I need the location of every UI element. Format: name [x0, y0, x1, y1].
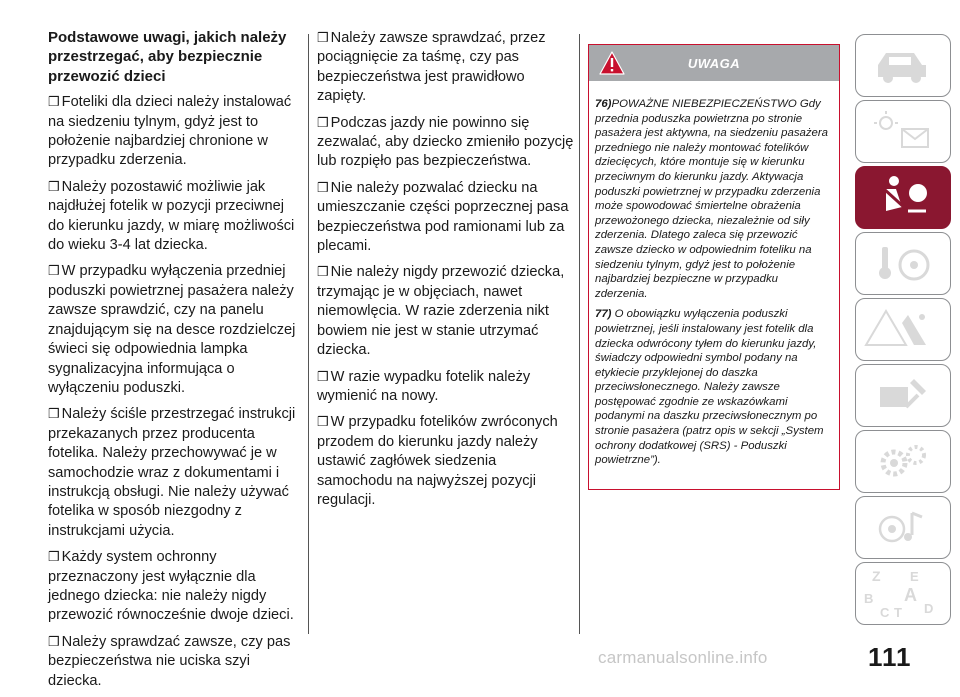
- index-letter: A: [904, 585, 917, 605]
- checkbox-bullet-icon: ❒: [317, 30, 329, 45]
- list-item: ❒ Nie należy nigdy przewozić dziecka, trzymając je w objęciach, nawet niemowlęcia. W razie zderzenia nikt bowiem nie jest w stanie utrzymać dziecka.: [317, 264, 565, 359]
- list-item: ❒ Każdy system ochronny przeznaczony jest wyłącznie dla jednego dziecka: nie należy nigdy przewozić równocześnie dwoje dzieci.: [48, 549, 294, 624]
- warning-body: [589, 81, 839, 468]
- chapter-tab-starting[interactable]: [855, 232, 951, 295]
- checkbox-bullet-icon: ❒: [317, 179, 329, 195]
- checkbox-bullet-icon: ❒: [317, 414, 329, 430]
- checkbox-bullet-icon: ❒: [317, 264, 329, 280]
- maintenance-tools-icon: [856, 365, 949, 425]
- warning-note: [595, 97, 832, 301]
- index-letter: E: [910, 569, 919, 584]
- chapter-tab-safety[interactable]: [855, 166, 951, 229]
- middle-column: [317, 28, 575, 516]
- note-text: O obowiązku wyłączenia poduszki powietrznej, jeśli instalowany jest fotelik dla dziecka odwrócony tyłem do kierunku jazdy, świadczy odpowiedni symbol podany na etykiecie przyklejonej do daszka przeciwsłonecznego. Należy zawsze postępować zgodnie ze wskazówkami podanymi na daszku przeciwsłonecznym po stronie pasażera (patrz opis w sekcji „System ochrony dodatkowej (SRS) - Poduszki powietrzne”).: [595, 308, 824, 467]
- checkbox-bullet-icon: ❒: [48, 633, 60, 649]
- checkbox-bullet-icon: ❒: [48, 549, 60, 565]
- chapter-tab-technical[interactable]: [855, 430, 951, 493]
- left-column: [48, 28, 304, 697]
- checkbox-bullet-icon: ❒: [48, 406, 60, 422]
- list-item: ❒ W razie wypadku fotelik należy wymienić na nowy.: [317, 368, 531, 404]
- chapter-tab-car[interactable]: [855, 34, 951, 97]
- page-number: 111: [868, 642, 912, 672]
- list-item: ❒ Podczas jazdy nie powinno się zezwalać, aby dziecko zmieniło pozycję lub rozpięło pas bezpieczeństwa.: [317, 114, 574, 170]
- settings-gears-icon: [856, 431, 949, 491]
- warning-road-icon: [856, 299, 949, 359]
- list-item: ❒ Należy sprawdzać zawsze, czy pas bezpieczeństwa nie uciska szyi dziecka.: [48, 633, 291, 689]
- key-steering-icon: [856, 233, 949, 293]
- checkbox-bullet-icon: ❒: [317, 114, 329, 130]
- list-item: ❒ Należy ściśle przestrzegać instrukcji przekazanych przez producenta fotelika. Należy przechowywać je w samochodzie wraz z dokumentami i instrukcją obsługi. Nie należy używać fotelika w sposób niezgodny z instrukcjami użycia.: [48, 406, 296, 539]
- chapter-tab-multimedia[interactable]: [855, 496, 951, 559]
- list-item: ❒ W przypadku wyłączenia przedniej poduszki powietrznej pasażera należy zawsze sprawdzić, czy na panelu znajdującym się na desce rozdzielczej świeci się odpowiednia lampka sygnalizacyjna informująca o wyłączeniu poduszki.: [48, 263, 296, 396]
- warning-note: [595, 307, 832, 468]
- index-letters-icon: [856, 563, 949, 623]
- dashboard-lights-icon: [856, 101, 949, 161]
- index-letter: C: [880, 605, 890, 620]
- checkbox-bullet-icon: ❒: [48, 94, 60, 110]
- section-heading: Podstawowe uwagi, jakich należy przestrzegać, aby bezpiecznie przewozić dzieci: [48, 29, 287, 85]
- warning-title: UWAGA: [687, 56, 741, 71]
- checkbox-bullet-icon: ❒: [48, 178, 60, 194]
- chapter-tab-dashboard[interactable]: [855, 100, 951, 163]
- list-item: ❒ Foteliki dla dzieci należy instalować na siedzeniu tylnym, gdyż jest to położenie najbardziej chronione w przypadku zderzenia.: [48, 94, 292, 169]
- watermark: carmanualsonline.info: [598, 648, 768, 667]
- chapter-tab-maintenance[interactable]: [855, 364, 951, 427]
- multimedia-icon: [856, 497, 949, 557]
- index-letter: B: [864, 591, 874, 606]
- airbag-seat-icon: [856, 167, 949, 227]
- list-item: ❒ Należy pozostawić możliwie jak najdłużej fotelik w pozycji przeciwnej do kierunku jazdy, w miarę możliwości do wieku 3-4 lat dziecka.: [48, 178, 295, 254]
- warning-header: [589, 45, 839, 81]
- note-text: POWAŻNE NIEBEZPIECZEŃSTWO Gdy przednia poduszka powietrzna po stronie pasażera jest aktywna, na siedzeniu pasażera przedniego nie należy montować fotelików dziecięcych, które montuje się w kierunku przeciwnym do kierunku jazdy. Aktywacja poduszki powietrznej w przypadku zderzenia może spowodować śmiertelne obrażenia przewożonego dziecka, niezależnie od siły zderzenia. Dlatego zaleca się przewozić zawsze dziecko w odpowiednim foteliku na siedzeniu tylnym, gdyż jest to położenie najbardziej bezpieczne w przypadku zderzenia.: [595, 98, 829, 300]
- note-number: 76): [595, 98, 612, 110]
- checkbox-bullet-icon: ❒: [48, 263, 60, 279]
- chapter-tab-emergency[interactable]: [855, 298, 951, 361]
- index-letter: Z: [872, 568, 881, 584]
- list-item: ❒ W przypadku fotelików zwróconych przodem do kierunku jazdy należy ustawić zagłówek siedzenia samochodu na najwyższej pozycji regulacji.: [317, 414, 558, 508]
- car-icon: [856, 35, 949, 95]
- chapter-tab-index[interactable]: [855, 562, 951, 625]
- checkbox-bullet-icon: ❒: [317, 368, 329, 384]
- warning-box: [588, 44, 840, 490]
- column-divider: [308, 34, 309, 634]
- index-letter: T: [894, 605, 902, 620]
- list-item: ❒ Należy zawsze sprawdzać, przez pociągnięcie za taśmę, czy pas bezpieczeństwa jest prawidłowo zapięty.: [317, 30, 546, 105]
- column-divider: [579, 34, 580, 634]
- index-letter: D: [924, 601, 934, 616]
- note-number: 77): [595, 308, 612, 321]
- list-item: ❒ Nie należy pozwalać dziecku na umieszczanie części poprzecznej pasa bezpieczeństwa pod ramionami lub za plecami.: [317, 179, 569, 255]
